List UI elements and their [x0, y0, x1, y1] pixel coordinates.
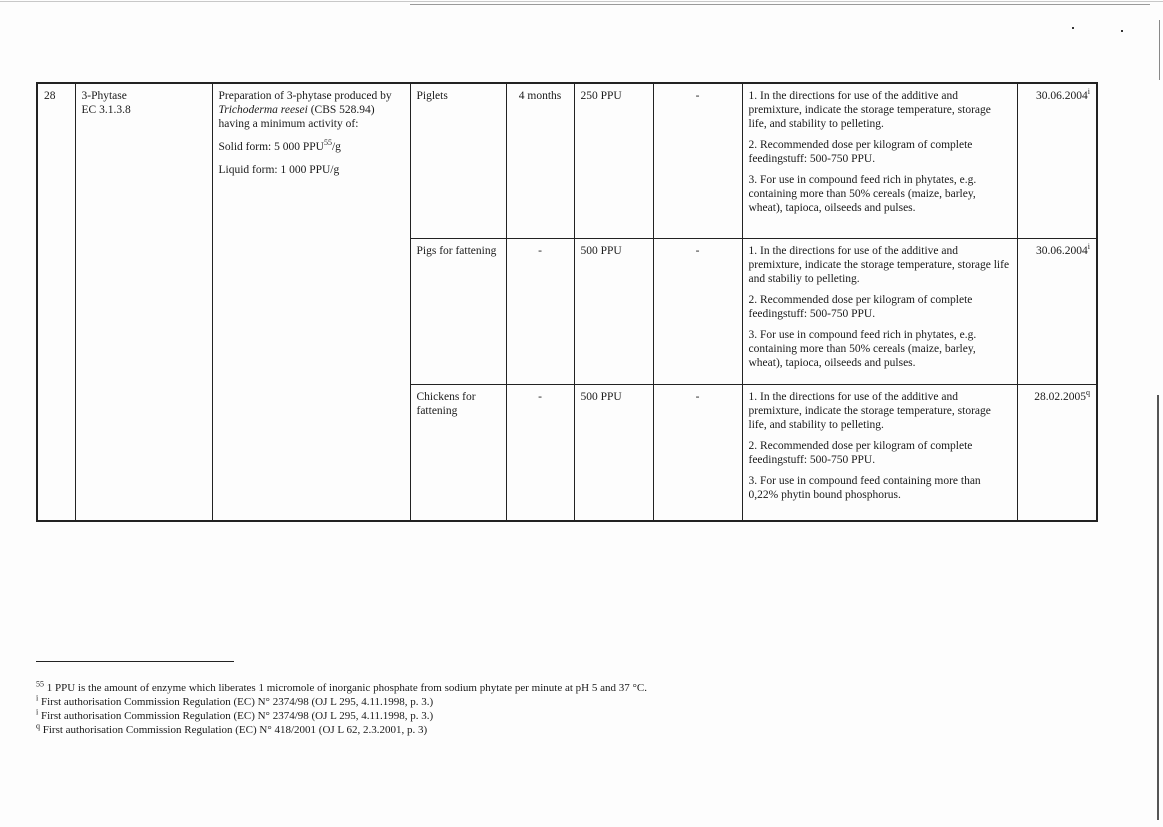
- scan-artifact-top: [0, 1, 1163, 2]
- entry-number-cell: [37, 83, 75, 521]
- solid-form: Solid form: 5 000 PPU$^{55}$/g: [218, 138, 341, 154]
- footnotes: [36, 681, 936, 737]
- liquid-form: Liquid form: 1 000 PPU/g: [218, 164, 340, 177]
- authorisation-date: 30.06.2004: [1036, 90, 1088, 102]
- max-content-cell: -: [653, 384, 742, 521]
- footnote-mark: i: [36, 707, 39, 717]
- max-age-cell: -: [506, 238, 574, 384]
- footnote-mark: 55: [36, 679, 44, 689]
- species-cell: Chickens for fattening: [410, 384, 506, 521]
- description-text: Preparation of 3-phytase produced by Trichoderma reesei (CBS 528.94) having a minimum activity of:: [218, 90, 392, 131]
- max-age-cell: 4 months: [506, 83, 574, 238]
- date-cell: [1017, 384, 1097, 521]
- remark-item: 2. Recommended dose per kilogram of complete feedingstuff: 500-750 PPU.: [748, 439, 973, 466]
- remark-item: 1. In the directions for use of the additive and premixture, indicate the storage temperature, storage life, and stability to pelleting.: [748, 90, 991, 131]
- scan-artifact-line: [410, 4, 1150, 5]
- authorisation-date: 28.02.2005: [1034, 390, 1086, 403]
- authorisation-date: 30.06.2004: [1036, 244, 1088, 257]
- remarks-cell: [742, 238, 1017, 384]
- entry-number: 28: [44, 90, 56, 102]
- max-content-cell: -: [653, 83, 742, 238]
- organism-name: Trichoderma reesei: [218, 104, 308, 117]
- description-cell: [212, 83, 410, 521]
- remark-item: 2. Recommended dose per kilogram of complete feedingstuff: 500-750 PPU.: [748, 139, 973, 166]
- remark-item: 3. For use in compound feed containing more than 0,22% phytin bound phosphorus.: [748, 474, 981, 501]
- scan-edge: [1159, 20, 1160, 80]
- max-age-cell: -: [506, 384, 574, 521]
- footnote-item: $^i$ First authorisation Commission Regulation (EC) N° 2374/98 (OJ L 295, 4.11.1998, p. 3.): [36, 707, 434, 722]
- date-cell: [1017, 238, 1097, 384]
- additive-table: [36, 82, 1098, 522]
- table-row: [37, 83, 1097, 238]
- remark-item: 3. For use in compound feed rich in phytates, e.g. containing more than 50% cereals (maize, barley, wheat), tapioca, oilseeds and pulses.: [748, 328, 977, 369]
- min-content-cell: 500 PPU: [574, 384, 653, 521]
- date-cell: [1017, 83, 1097, 238]
- remark-item: 1. In the directions for use of the additive and premixture, indicate the storage temperature, storage life and stabiliy to pelleting.: [748, 244, 1010, 285]
- scan-speck: [1121, 30, 1123, 32]
- footnote-item: $^{55}$ 1 PPU is the amount of enzyme which liberates 1 micromole of inorganic phosphate from sodium phytate per minute at pH 5 and 37 °C.: [36, 679, 647, 694]
- min-content-cell: 500 PPU: [574, 238, 653, 384]
- species-cell: Pigs for fattening: [410, 238, 506, 384]
- remarks-cell: [742, 83, 1017, 238]
- footnote-ref: q: [1086, 387, 1090, 397]
- min-content-cell: 250 PPU: [574, 83, 653, 238]
- remarks-cell: [742, 384, 1017, 521]
- remark-item: 1. In the directions for use of the additive and premixture, indicate the storage temperature, storage life, and stability to pelleting.: [748, 390, 991, 431]
- ec-number: EC 3.1.3.8: [81, 104, 131, 117]
- scan-edge: [1157, 395, 1159, 820]
- species-cell: Piglets: [410, 83, 506, 238]
- additive-cell: [75, 83, 212, 521]
- remark-item: 3. For use in compound feed rich in phytates, e.g. containing more than 50% cereals (maize, barley, wheat), tapioca, oilseeds and pulses.: [748, 174, 977, 215]
- footnote-ref: i: [1087, 87, 1090, 97]
- footnote-item: $^i$ First authorisation Commission Regulation (EC) N° 2374/98 (OJ L 295, 4.11.1998, p. 3.): [36, 693, 434, 708]
- scan-speck: [1072, 27, 1074, 29]
- footnote-ref: 55: [323, 138, 332, 148]
- max-content-cell: -: [653, 238, 742, 384]
- footnote-mark: q: [36, 721, 40, 731]
- additive-name: 3-Phytase: [81, 90, 127, 102]
- footnote-mark: i: [36, 693, 39, 703]
- footnote-ref: i: [1087, 241, 1090, 251]
- remark-item: 2. Recommended dose per kilogram of complete feedingstuff: 500-750 PPU.: [748, 293, 973, 320]
- footnote-item: $^q$ First authorisation Commission Regulation (EC) N° 418/2001 (OJ L 62, 2.3.2001, p. 3): [36, 721, 428, 736]
- footnote-separator: [36, 661, 234, 662]
